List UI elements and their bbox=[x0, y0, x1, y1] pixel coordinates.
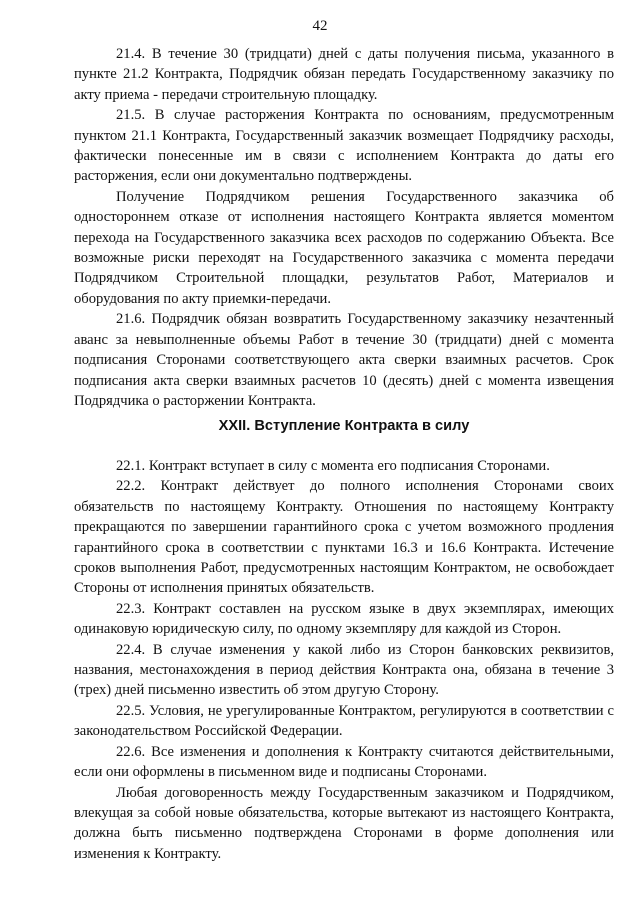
paragraph-22-3: 22.3. Контракт составлен на русском языке в двух экземплярах, имеющих одинаковую юридическую силу, по одному экземпляру для каждой из Сторон. bbox=[74, 600, 614, 638]
paragraph-22-6-cont: Любая договоренность между Государственным заказчиком и Подрядчиком, влекущая за собой новые обязательства, которые вытекают из настоящего Контракта, должна быть письменно подтверждена Сторонами в форме дополнения или изменения к Контракту. bbox=[74, 784, 614, 862]
paragraph-22-2: 22.2. Контракт действует до полного исполнения Сторонами своих обязательств по настоящему Контракту. Отношения по настоящему Контракту прекращаются по завершении гарантийного срока с учетом возможного продления гарантийного срока в соответствии с пунктами 16.3 и 16.6 Контракта. Истечение сроков выполнения Работ, предусмотренных настоящим Контрактом, не освобождает Стороны от исполнения принятых обязательств. bbox=[74, 478, 614, 597]
section-heading: XXII. Вступление Контракта в силу bbox=[218, 418, 470, 434]
page-number: 42 bbox=[312, 18, 328, 34]
paragraph-22-4: 22.4. В случае изменения у какой либо из Сторон банковских реквизитов, названия, местонахождения в период действия Контракта она, обязана в течение 3 (трех) дней письменно известить об этом другую Сторону. bbox=[74, 641, 614, 699]
paragraph-22-1: 22.1. Контракт вступает в силу с момента его подписания Сторонами. bbox=[116, 458, 550, 474]
clause-21-continuation bbox=[74, 44, 614, 411]
paragraph-21-5-cont: Получение Подрядчиком решения Государственного заказчика об одностороннем отказе от исполнения настоящего Контракта является моментом перехода на Государственного заказчика всех расходов по содержанию Объекта. Все возможные риски переходят на Государственного заказчика с момента передачи Подрядчиком Строительной площадки, результатов Работ, Материалов и оборудования по акту приемки-передачи. bbox=[74, 188, 614, 307]
paragraph-21-5: 21.5. В случае расторжения Контракта по основаниям, предусмотренным пунктом 21.1 Контракта, Государственный заказчик возмещает Подрядчику расходы, фактически понесенные им в связи с исполнением Контракта до даты его расторжения, если они документально подтверждены. bbox=[74, 107, 614, 185]
paragraph-21-6: 21.6. Подрядчик обязан возвратить Государственному заказчику незачтенный аванс за невыполненные объемы Работ в течение 30 (тридцати) дней с момента подписания Сторонами соответствующего акта сверки взаимных расчетов. Срок подписания акта сверки взаимных расчетов 10 (десять) дней с момента извещения Подрядчика о расторжении Контракта. bbox=[74, 311, 614, 409]
paragraph-22-6: 22.6. Все изменения и дополнения к Контракту считаются действительными, если они оформлены в письменном виде и подписаны Сторонами. bbox=[74, 743, 614, 781]
paragraph-22-5: 22.5. Условия, не урегулированные Контрактом, регулируются в соответствии с законодательством Российской Федерации. bbox=[74, 702, 614, 740]
section-22-body bbox=[74, 456, 614, 864]
paragraph-21-4: 21.4. В течение 30 (тридцати) дней с даты получения письма, указанного в пункте 21.2 Контракта, Подрядчик обязан передать Государственному заказчику по акту приема - передачи строительную площадку. bbox=[74, 46, 614, 103]
